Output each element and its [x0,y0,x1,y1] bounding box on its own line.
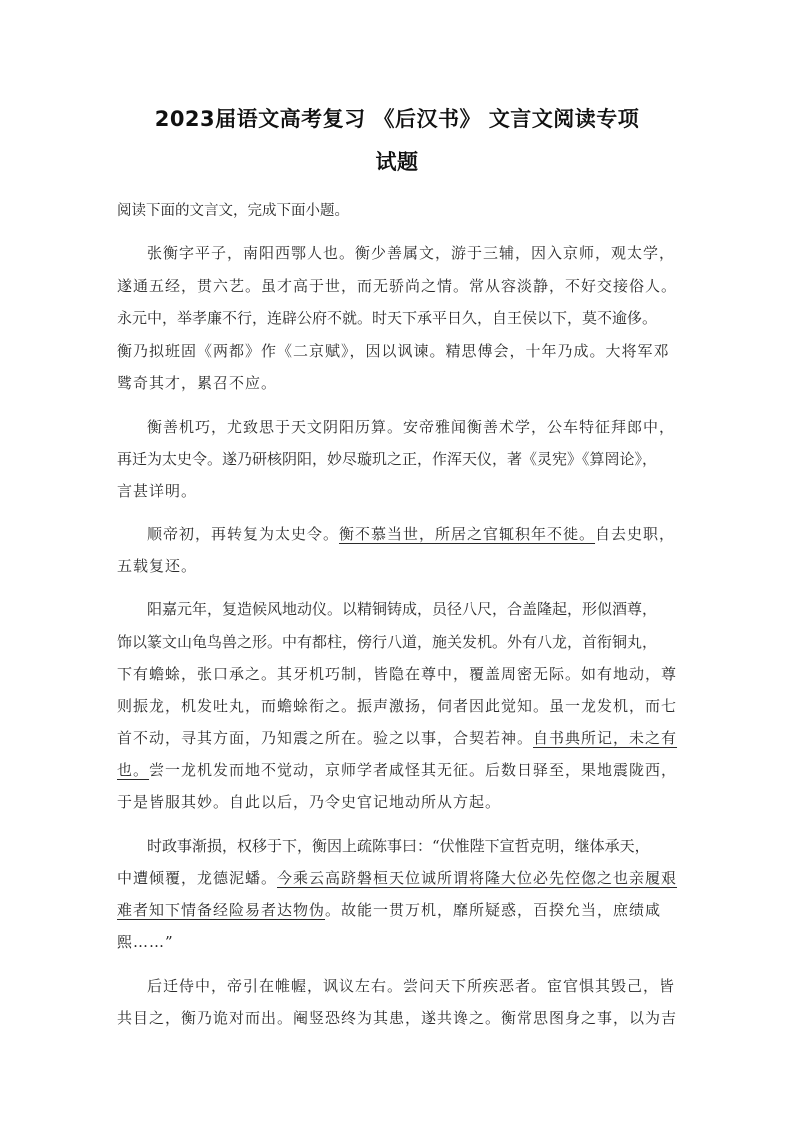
text-segment: 下有蟾蜍，张口承之。其牙机巧制，皆隐在尊中，覆盖周密无际。如有地动，尊 [117,665,678,683]
text-line [117,868,677,888]
text-segment: 张衡字平子，南阳西鄂人也。衡少善属文，游于三辅，因入京师，观太学， [147,244,676,262]
text-segment: 五载复还。 [117,557,198,575]
text-line [117,276,677,296]
underlined-sentence: 自书典所记，未之有 [533,729,678,747]
text-line [117,1008,677,1028]
text-segment: 衡乃拟班固《两都》作《二京赋》，因以讽谏。精思傅会，十年乃成。大将军邓 [117,342,670,360]
text-line [117,341,670,361]
text-segment: 顺帝初，再转复为太史令。 [147,525,340,543]
page-title-line-2: 试题 [375,150,419,174]
text-segment: 中遭倾覆，龙德泥蟠。 [117,869,278,887]
text-line [117,696,677,716]
text-line [117,308,657,328]
text-line [147,599,657,619]
text-line [117,632,657,652]
text-segment: 言甚详明。 [117,482,198,500]
text-line [117,556,197,576]
text-segment: 共目之，衡乃诡对而出。阉竖恐终为其患，遂共谗之。衡常思图身之事，以为吉 [117,1009,678,1027]
text-segment: 熙……” [117,933,174,951]
text-segment: 永元中，举孝廉不行，连辟公府不就。时天下承平日久，自王侯以下，莫不逾侈。 [117,309,658,327]
text-line [117,760,677,780]
text-line [117,373,277,393]
text-line [147,417,675,437]
text-line [117,932,174,952]
text-segment: 则振龙，机发吐丸，而蟾蜍衔之。振声激扬，伺者因此觉知。虽一龙发机，而七 [117,697,678,715]
text-segment: 。故能一贯万机，靡所疑惑，百揆允当，庶绩咸 [325,901,662,919]
text-segment: 饰以篆文山龟鸟兽之形。中有都柱，傍行八道，施关发机。外有八龙，首衔铜丸， [117,633,658,651]
text-line [117,481,197,501]
text-line [117,900,661,920]
text-segment: 再迁为太史令。遂乃研核阴阳，妙尽璇玑之正，作浑天仪，著《灵宪》《算罔论》， [117,450,658,468]
underlined-sentence: 衡不慕当世，所居之官辄积年不徙。 [339,525,596,543]
text-line [147,976,675,996]
text-segment: 首不动，寻其方面，乃知震之所在。验之以事，合契若神。 [117,729,534,747]
text-segment: 衡善机巧，尤致思于天文阴阳历算。安帝雅闻衡善术学，公车特征拜郎中， [147,418,676,436]
text-line [117,728,677,748]
underlined-sentence: 难者知下情备经险易者达物伪 [117,901,326,919]
underlined-sentence: 今乘云高跻磐桓天位诚所谓将隆大位必先倥偬之也亲履艰 [277,869,678,887]
text-line [147,836,650,856]
text-line [117,449,657,469]
text-line [147,524,675,544]
text-segment: 时政事渐损，权移于下，衡因上疏陈事曰：“伏惟陛下宣哲克明，继体承天， [147,837,650,855]
text-line [117,664,677,684]
instructions: 阅读下面的文言文，完成下面小题。 [117,203,349,219]
text-line [147,243,675,263]
text-segment: 骘奇其才，累召不应。 [117,374,278,392]
text-segment: 阳嘉元年，复造候风地动仪。以精铜铸成，员径八尺，合盖隆起，形似酒尊， [147,600,658,618]
text-line [117,792,501,812]
underlined-sentence: 也。 [117,761,150,779]
text-segment: 遂通五经，贯六艺。虽才高于世，而无骄尚之情。常从容淡静，不好交接俗人。 [117,277,678,295]
page-title-line-1: 2023届语文高考复习 《后汉书》 文言文阅读专项 [154,107,640,131]
text-segment: 于是皆服其妙。自此以后，乃令史官记地动所从方起。 [117,793,502,811]
text-segment: 自去史职， [595,525,676,543]
text-segment: 后迁侍中，帝引在帷幄，讽议左右。尝问天下所疾恶者。宦官惧其毁己，皆 [147,977,676,995]
text-segment: 尝一龙机发而地不觉动，京师学者咸怪其无征。后数日驿至，果地震陇西， [149,761,678,779]
